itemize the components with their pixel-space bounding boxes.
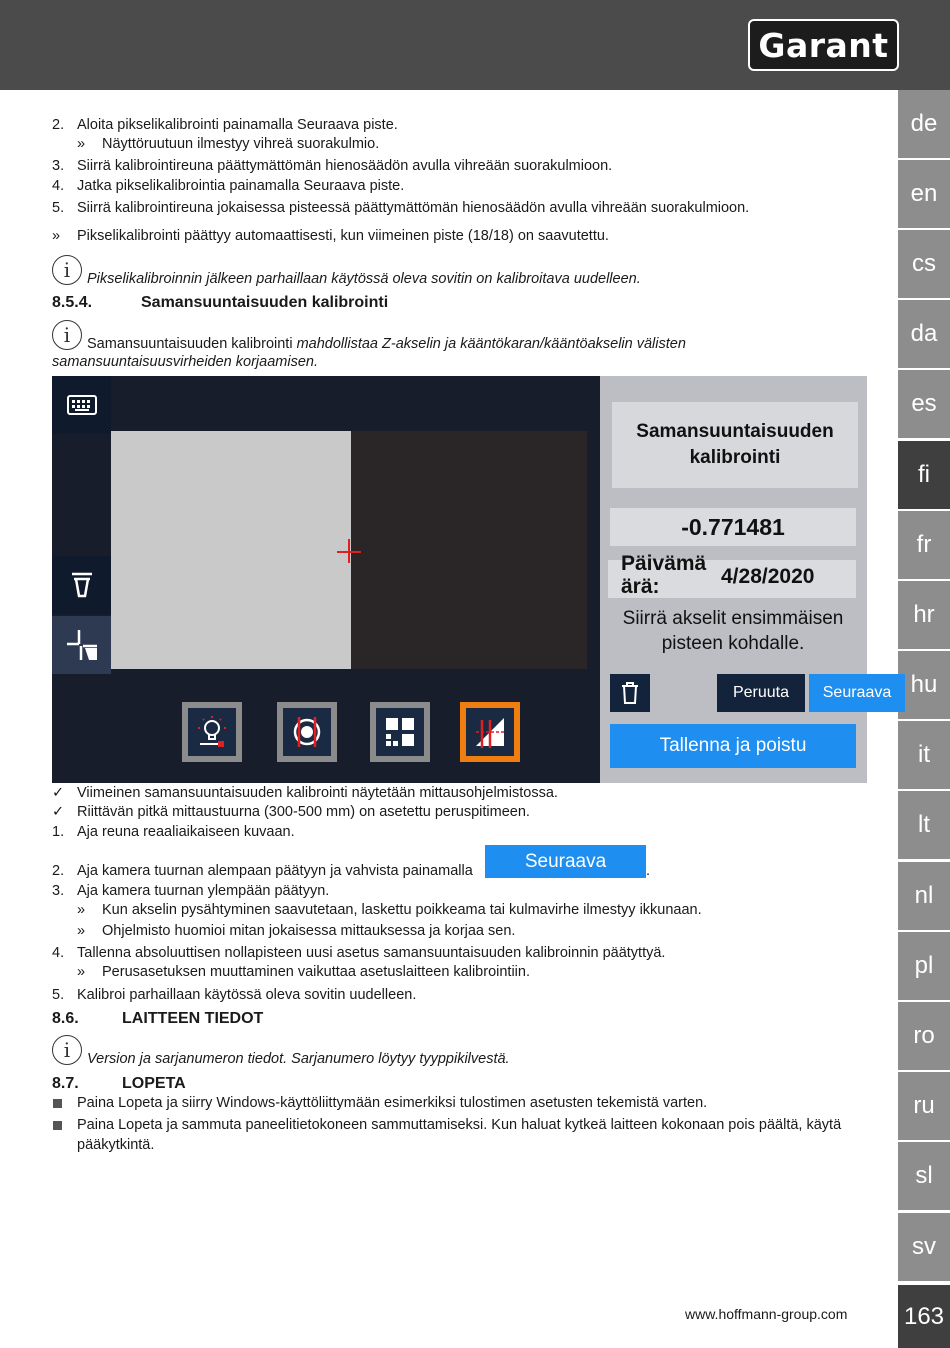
lang-tab-ru[interactable]: ru <box>898 1072 950 1140</box>
list-item: Paina Lopeta ja sammuta paneelitietokoneen sammuttamiseksi. Kun haluat kytkeä laitteen kokonaan pois päältä, käytä <box>77 1117 842 1133</box>
page-number: 163 <box>898 1285 950 1348</box>
step-number: 2. <box>52 863 65 879</box>
lang-tab-pl[interactable]: pl <box>898 932 950 1000</box>
grid-icon <box>382 714 418 750</box>
note-italic: mahdollistaa Z-akselin ja kääntökaran/kääntöakselin välisten <box>296 336 686 352</box>
info-icon: i <box>52 255 82 285</box>
section-title: LOPETA <box>122 1075 186 1092</box>
note-text <box>87 335 686 353</box>
section-number: 8.6. <box>52 1010 79 1027</box>
result-marker: » <box>77 136 86 152</box>
step-result: Perusasetuksen muuttaminen vaikuttaa asetuslaitteen kalibrointiin. <box>102 964 530 980</box>
step-result: Ohjelmisto huomioi mitan jokaisessa mittauksessa ja korjaa sen. <box>102 923 516 939</box>
parallelism-tool-button[interactable] <box>460 702 520 762</box>
section-number: 8.7. <box>52 1075 79 1092</box>
step-text: Aloita pikselikalibrointi painamalla Seuraava piste. <box>77 117 398 133</box>
parallelism-icon <box>472 714 508 750</box>
step-text: Tallenna absoluuttisen nollapisteen uusi asetus samansuuntaisuuden kalibroinnin päätyttyä. <box>77 945 666 961</box>
instruction-message: Siirrä akselit ensimmäisen pisteen kohdalle. <box>622 608 844 654</box>
note-text: Pikselikalibroinnin jälkeen parhaillaan käytössä oleva sovitin on kalibroitava uudelleen. <box>87 271 641 287</box>
step-number: 4. <box>52 178 65 194</box>
step-text: Siirrä kalibrointireuna päättymättömän hienosäädön avulla vihreään suorakulmioon. <box>77 158 613 174</box>
check-icon: ✓ <box>52 804 65 820</box>
step-text: Siirrä kalibrointireuna jokaisessa pisteessä päättymättömän hienosäädön avulla vihreään suorakulmioon. <box>77 200 750 216</box>
list-item: pääkytkintä. <box>77 1137 155 1153</box>
info-icon: i <box>52 1035 82 1065</box>
lang-tab-ro[interactable]: ro <box>898 1002 950 1070</box>
result-marker: » <box>77 902 86 918</box>
language-tabs <box>898 90 950 1348</box>
step-result: Kun akselin pysähtyminen saavutetaan, laskettu poikkeama tai kulmavirhe ilmestyy ikkunaan. <box>102 902 702 918</box>
bullet-icon <box>53 1099 62 1108</box>
note-text: samansuuntaisuusvirheiden korjaamisen. <box>52 354 318 370</box>
edge-tool-button[interactable] <box>52 616 111 674</box>
prerequisite-text: Viimeinen samansuuntaisuuden kalibrointi näytetään mittausohjelmistossa. <box>77 785 558 801</box>
calibration-screenshot <box>52 376 892 783</box>
side-toolbar <box>52 376 111 783</box>
panel-title: Samansuuntaisuuden kalibrointi <box>612 402 858 488</box>
result-marker: » <box>77 964 86 980</box>
prerequisite-text: Riittävän pitkä mittaustuurna (300-500 mm) on asetettu peruspitimeen. <box>77 804 530 820</box>
inline-next-button: Seuraava <box>485 845 646 878</box>
step-number: 5. <box>52 987 65 1003</box>
step-number: 4. <box>52 945 65 961</box>
step-number: 3. <box>52 158 65 174</box>
check-icon: ✓ <box>52 785 65 801</box>
lang-tab-hu[interactable]: hu <box>898 651 950 719</box>
calibration-panel <box>600 376 892 783</box>
garant-logo: Garant <box>748 19 899 71</box>
section-title: LAITTEEN TIEDOT <box>122 1010 264 1027</box>
delete-button[interactable] <box>610 674 650 712</box>
camera-image-left <box>111 431 351 669</box>
lang-tab-sv[interactable]: sv <box>898 1213 950 1281</box>
cancel-button[interactable]: Peruuta <box>717 674 805 712</box>
lang-tab-fi[interactable]: fi <box>898 441 950 509</box>
lang-tab-it[interactable]: it <box>898 721 950 789</box>
keyboard-button[interactable] <box>52 376 111 434</box>
lightbulb-icon <box>194 714 230 750</box>
date-value: 4/28/2020 <box>721 565 815 588</box>
result-marker: » <box>52 228 61 244</box>
crosshair-icon <box>348 539 350 563</box>
lang-tab-lt[interactable]: lt <box>898 791 950 859</box>
focus-tool-button[interactable] <box>277 702 337 762</box>
step-result: Pikselikalibrointi päättyy automaattisesti, kun viimeinen piste (18/18) on saavutettu. <box>77 228 609 244</box>
lang-tab-cs[interactable]: cs <box>898 230 950 298</box>
step-text: Jatka pikselikalibrointia painamalla Seuraava piste. <box>77 178 405 194</box>
edge-cross-icon <box>65 628 99 662</box>
footer-url: www.hoffmann-group.com <box>685 1306 848 1322</box>
lang-tab-en[interactable]: en <box>898 160 950 228</box>
keyboard-icon <box>67 395 97 415</box>
date-field <box>608 552 856 598</box>
note-plain: Samansuuntaisuuden kalibrointi <box>87 336 293 352</box>
grid-tool-button[interactable] <box>370 702 430 762</box>
step-number: 3. <box>52 883 65 899</box>
tool-holder-icon <box>70 570 94 600</box>
lang-tab-fr[interactable]: fr <box>898 511 950 579</box>
trash-icon <box>621 682 639 704</box>
section-number: 8.5.4. <box>52 294 93 311</box>
lang-tab-hr[interactable]: hr <box>898 581 950 649</box>
step-text-end: . <box>646 863 651 879</box>
step-text: Kalibroi parhaillaan käytössä oleva sovitin uudelleen. <box>77 987 417 1003</box>
section-title: Samansuuntaisuuden kalibrointi <box>141 294 389 311</box>
result-marker: » <box>77 923 86 939</box>
lang-tab-de[interactable]: de <box>898 90 950 158</box>
measured-value: -0.771481 <box>610 508 856 546</box>
step-text: Aja reuna reaaliaikaiseen kuvaan. <box>77 824 295 840</box>
step-number: 5. <box>52 200 65 216</box>
info-icon: i <box>52 320 82 350</box>
step-text: Aja kamera tuurnan alempaan päätyyn ja vahvista painamalla <box>77 863 473 879</box>
lang-tab-da[interactable]: da <box>898 300 950 368</box>
tool-holder-button[interactable] <box>52 556 111 614</box>
save-and-exit-button[interactable]: Tallenna ja poistu <box>610 724 856 768</box>
step-text: Aja kamera tuurnan ylempään päätyyn. <box>77 883 330 899</box>
light-tool-button[interactable] <box>182 702 242 762</box>
bullet-icon <box>53 1121 62 1130</box>
lang-tab-sl[interactable]: sl <box>898 1142 950 1210</box>
step-number: 1. <box>52 824 65 840</box>
step-result: Näyttöruutuun ilmestyy vihreä suorakulmio. <box>102 136 380 152</box>
camera-image-right <box>351 431 587 669</box>
lang-tab-es[interactable]: es <box>898 370 950 438</box>
next-button[interactable]: Seuraava <box>809 674 905 712</box>
note-text: Version ja sarjanumeron tiedot. Sarjanumero löytyy tyyppikilvestä. <box>87 1051 510 1067</box>
lang-tab-nl[interactable]: nl <box>898 862 950 930</box>
focus-icon <box>289 714 325 750</box>
date-label: Päivämä ärä: <box>621 552 707 598</box>
step-number: 2. <box>52 117 65 133</box>
list-item: Paina Lopeta ja siirry Windows-käyttöliittymään esimerkiksi tulostimen asetusten tekemistä varten. <box>77 1095 708 1111</box>
